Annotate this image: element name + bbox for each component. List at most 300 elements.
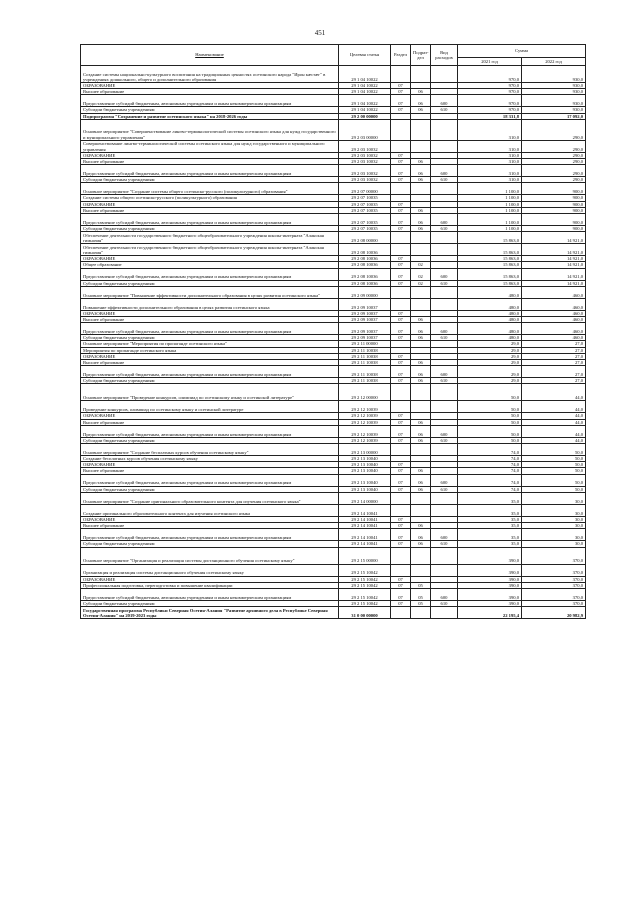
cell-razdel: 07 xyxy=(391,310,411,316)
table-body xyxy=(81,66,586,619)
cell-razdel: 07 xyxy=(391,317,411,323)
cell-podrazdel xyxy=(411,384,431,401)
cell-vid: 610 xyxy=(431,107,458,113)
cell-sum-2021: 310,0 xyxy=(458,140,522,152)
cell-vid xyxy=(431,444,458,456)
cell-sum-2022: 930,0 xyxy=(522,83,586,89)
cell-vid: 610 xyxy=(431,600,458,606)
table-row xyxy=(81,504,586,516)
cell-code: 29 2 14 10041 xyxy=(339,504,391,516)
cell-name: Государственная программа Республики Северная Осетия-Алания "Развитие архивного дела в Республике Северная Осетия-Алания" на 2019-2023 годы xyxy=(81,607,339,619)
cell-vid: 610 xyxy=(431,177,458,183)
cell-sum-2022: 290,0 xyxy=(522,140,586,152)
cell-code: 29 2 11 10038 xyxy=(339,366,391,378)
cell-podrazdel: 02 xyxy=(411,268,431,280)
cell-vid xyxy=(431,66,458,83)
cell-sum-2021: 29,0 xyxy=(458,360,522,366)
cell-name: Основное мероприятие "Повышение эффективности дополнительного образования в целях развития осетинского языка" xyxy=(81,286,339,298)
cell-name: Обеспечение деятельности государственного бюджетного общеобразовательного учреждения школы-интерната "Аланская гимназия" xyxy=(81,244,339,256)
cell-sum-2021: 15 863,0 xyxy=(458,268,522,280)
cell-name: Проведение конкурсов, олимпиад по осетинскому языку и осетинской литературе xyxy=(81,401,339,413)
cell-sum-2021: 35,0 xyxy=(458,492,522,504)
cell-sum-2022: 44,0 xyxy=(522,419,586,425)
cell-vid xyxy=(431,183,458,195)
cell-sum-2021: 390,0 xyxy=(458,588,522,600)
table-row xyxy=(81,529,586,541)
cell-sum-2021: 480,0 xyxy=(458,298,522,310)
cell-razdel: 07 xyxy=(391,378,411,384)
cell-razdel: 07 xyxy=(391,413,411,419)
cell-podrazdel: 02 xyxy=(411,262,431,268)
cell-sum-2022: 460,0 xyxy=(522,310,586,316)
cell-podrazdel: 06 xyxy=(411,425,431,437)
cell-podrazdel xyxy=(411,66,431,83)
cell-sum-2021: 50,0 xyxy=(458,413,522,419)
cell-razdel: 07 xyxy=(391,268,411,280)
budget-table-sheet xyxy=(80,44,585,619)
cell-razdel xyxy=(391,492,411,504)
cell-code: 31 0 00 00000 xyxy=(339,607,391,619)
cell-name: Субсидии бюджетным учреждениям xyxy=(81,600,339,606)
cell-vid xyxy=(431,298,458,310)
cell-razdel xyxy=(391,298,411,310)
cell-sum-2021: 970,0 xyxy=(458,83,522,89)
cell-sum-2021: 1 100,0 xyxy=(458,226,522,232)
cell-vid xyxy=(431,140,458,152)
cell-razdel xyxy=(391,504,411,516)
cell-code: 29 2 09 10037 xyxy=(339,310,391,316)
cell-vid: 600 xyxy=(431,165,458,177)
cell-sum-2021: 74,0 xyxy=(458,462,522,468)
cell-name: Высшее образование xyxy=(81,360,339,366)
cell-razdel: 07 xyxy=(391,214,411,226)
cell-podrazdel: 06 xyxy=(411,159,431,165)
cell-code: 29 2 03 10032 xyxy=(339,140,391,152)
table-row xyxy=(81,268,586,280)
cell-sum-2021: 310,0 xyxy=(458,177,522,183)
cell-vid xyxy=(431,119,458,140)
cell-name: Общее образование xyxy=(81,262,339,268)
cell-name: Основное мероприятие "Организация и реализация системы дистанционного обучения осетинскому языку" xyxy=(81,547,339,564)
cell-sum-2022: 17 092,0 xyxy=(522,113,586,119)
cell-sum-2021: 18 331,8 xyxy=(458,113,522,119)
cell-code: 29 2 15 10042 xyxy=(339,582,391,588)
cell-podrazdel: 06 xyxy=(411,529,431,541)
cell-sum-2022: 900,0 xyxy=(522,195,586,201)
cell-vid xyxy=(431,547,458,564)
cell-name: Субсидии бюджетным учреждениям xyxy=(81,486,339,492)
cell-sum-2021: 50,0 xyxy=(458,437,522,443)
cell-name: Подпрограмма "Сохранение и развитие осетинского языка" на 2018-2026 годы xyxy=(81,113,339,119)
cell-razdel: 07 xyxy=(391,323,411,335)
header-podrazdel: Подраз-дел xyxy=(411,45,431,66)
cell-razdel xyxy=(391,444,411,456)
cell-vid: 610 xyxy=(431,541,458,547)
cell-vid xyxy=(431,564,458,576)
cell-podrazdel: 06 xyxy=(411,360,431,366)
cell-sum-2021: 74,0 xyxy=(458,474,522,486)
cell-sum-2021: 310,0 xyxy=(458,152,522,158)
cell-name: Высшее образование xyxy=(81,89,339,95)
cell-code: 29 2 15 10042 xyxy=(339,576,391,582)
cell-vid: 610 xyxy=(431,280,458,286)
cell-sum-2021: 480,0 xyxy=(458,323,522,335)
cell-code: 29 2 15 00000 xyxy=(339,547,391,564)
cell-razdel xyxy=(391,66,411,83)
cell-razdel: 07 xyxy=(391,576,411,582)
cell-name: ОБРАЗОВАНИЕ xyxy=(81,201,339,207)
cell-sum-2022: 30,0 xyxy=(522,523,586,529)
cell-sum-2022: 44,0 xyxy=(522,384,586,401)
cell-sum-2021: 35,0 xyxy=(458,529,522,541)
cell-podrazdel: 02 xyxy=(411,280,431,286)
cell-razdel: 07 xyxy=(391,360,411,366)
cell-sum-2022: 460,0 xyxy=(522,298,586,310)
cell-name: Субсидии бюджетным учреждениям xyxy=(81,541,339,547)
cell-sum-2022: 900,0 xyxy=(522,214,586,226)
cell-razdel: 07 xyxy=(391,201,411,207)
cell-sum-2021: 390,0 xyxy=(458,600,522,606)
cell-name: Совершенствование лингво-терминологической системы осетинского языка для нужд государственного и муниципального управления xyxy=(81,140,339,152)
cell-sum-2022: 44,0 xyxy=(522,401,586,413)
table-row xyxy=(81,66,586,83)
cell-sum-2022: 14 921,0 xyxy=(522,268,586,280)
cell-sum-2021: 74,0 xyxy=(458,468,522,474)
cell-sum-2022: 370,0 xyxy=(522,588,586,600)
table-row xyxy=(81,492,586,504)
cell-sum-2021: 29,0 xyxy=(458,353,522,359)
cell-sum-2022: 44,0 xyxy=(522,425,586,437)
cell-sum-2021: 970,0 xyxy=(458,66,522,83)
cell-podrazdel: 06 xyxy=(411,323,431,335)
cell-razdel: 07 xyxy=(391,600,411,606)
cell-vid: 600 xyxy=(431,425,458,437)
cell-name: Создание системы общего осетинско-русского (поликультурного) образования xyxy=(81,195,339,201)
cell-name: Высшее образование xyxy=(81,419,339,425)
cell-vid: 600 xyxy=(431,214,458,226)
cell-razdel: 07 xyxy=(391,468,411,474)
cell-vid xyxy=(431,232,458,244)
cell-code: 29 2 08 10036 xyxy=(339,244,391,256)
cell-sum-2022: 460,0 xyxy=(522,323,586,335)
cell-razdel: 07 xyxy=(391,523,411,529)
cell-podrazdel: 05 xyxy=(411,588,431,600)
cell-podrazdel: 06 xyxy=(411,207,431,213)
cell-vid xyxy=(431,286,458,298)
cell-sum-2022: 50,0 xyxy=(522,468,586,474)
budget-table xyxy=(80,44,586,619)
cell-sum-2022: 460,0 xyxy=(522,317,586,323)
cell-razdel: 07 xyxy=(391,437,411,443)
header-code: Целевая статья xyxy=(339,45,391,66)
cell-code: 29 2 15 10042 xyxy=(339,564,391,576)
cell-sum-2021: 74,0 xyxy=(458,456,522,462)
cell-name: Основное мероприятие "Создание системы общего осетинско-русского (поликультурного) образования" xyxy=(81,183,339,195)
cell-razdel: 07 xyxy=(391,541,411,547)
header-razdel: Раздел xyxy=(391,45,411,66)
cell-sum-2021: 15 863,0 xyxy=(458,244,522,256)
cell-sum-2021: 1 100,0 xyxy=(458,195,522,201)
table-row xyxy=(81,323,586,335)
cell-name: Основное мероприятие "Создание бесплатных курсов обучения осетинскому языку" xyxy=(81,444,339,456)
cell-code: 29 2 07 00000 xyxy=(339,183,391,195)
cell-podrazdel: 06 xyxy=(411,468,431,474)
cell-code: 29 2 13 10040 xyxy=(339,462,391,468)
cell-podrazdel: 06 xyxy=(411,95,431,107)
table-row xyxy=(81,119,586,140)
cell-sum-2022: 290,0 xyxy=(522,159,586,165)
cell-name: ОБРАЗОВАНИЕ xyxy=(81,310,339,316)
cell-name: Субсидии бюджетным учреждениям xyxy=(81,335,339,341)
cell-razdel: 07 xyxy=(391,529,411,541)
cell-name: Предоставление субсидий бюджетным, автономным учреждениям и иным некоммерческим организациям xyxy=(81,95,339,107)
cell-sum-2021: 29,0 xyxy=(458,341,522,347)
cell-sum-2021: 1 100,0 xyxy=(458,207,522,213)
table-row xyxy=(81,95,586,107)
cell-code: 29 2 08 10036 xyxy=(339,268,391,280)
cell-podrazdel: 06 xyxy=(411,317,431,323)
cell-razdel xyxy=(391,119,411,140)
cell-sum-2022: 50,0 xyxy=(522,456,586,462)
cell-code: 29 2 11 00000 xyxy=(339,341,391,347)
cell-podrazdel: 06 xyxy=(411,437,431,443)
cell-sum-2022: 14 921,0 xyxy=(522,280,586,286)
cell-name: Предоставление субсидий бюджетным, автономным учреждениям и иным некоммерческим организациям xyxy=(81,366,339,378)
cell-razdel xyxy=(391,607,411,619)
cell-name: Высшее образование xyxy=(81,159,339,165)
cell-code: 29 2 07 10035 xyxy=(339,207,391,213)
cell-sum-2022: 50,0 xyxy=(522,474,586,486)
cell-sum-2022: 900,0 xyxy=(522,207,586,213)
cell-podrazdel: 06 xyxy=(411,366,431,378)
cell-razdel: 07 xyxy=(391,95,411,107)
cell-razdel: 07 xyxy=(391,226,411,232)
cell-razdel xyxy=(391,140,411,152)
cell-vid: 600 xyxy=(431,323,458,335)
cell-name: ОБРАЗОВАНИЕ xyxy=(81,576,339,582)
cell-razdel: 07 xyxy=(391,262,411,268)
table-row xyxy=(81,183,586,195)
cell-sum-2021: 15 863,0 xyxy=(458,280,522,286)
cell-code: 29 2 09 10037 xyxy=(339,317,391,323)
cell-sum-2022: 27,0 xyxy=(522,341,586,347)
cell-sum-2021: 74,0 xyxy=(458,444,522,456)
header-summa: Сумма xyxy=(458,45,586,58)
cell-sum-2022: 900,0 xyxy=(522,183,586,195)
cell-code: 29 2 12 10039 xyxy=(339,401,391,413)
cell-name: Основное мероприятие "Создание оригинального образовательного контента для изучения осетинского языка" xyxy=(81,492,339,504)
cell-sum-2022: 370,0 xyxy=(522,547,586,564)
cell-vid: 610 xyxy=(431,437,458,443)
cell-name: ОБРАЗОВАНИЕ xyxy=(81,516,339,522)
cell-podrazdel xyxy=(411,401,431,413)
cell-sum-2021: 390,0 xyxy=(458,547,522,564)
cell-sum-2021: 29,0 xyxy=(458,347,522,353)
cell-razdel xyxy=(391,286,411,298)
cell-sum-2022: 460,0 xyxy=(522,286,586,298)
table-row xyxy=(81,366,586,378)
cell-sum-2022: 290,0 xyxy=(522,177,586,183)
cell-vid: 610 xyxy=(431,335,458,341)
cell-sum-2021: 970,0 xyxy=(458,107,522,113)
cell-razdel: 07 xyxy=(391,588,411,600)
cell-sum-2021: 480,0 xyxy=(458,317,522,323)
cell-podrazdel: 06 xyxy=(411,165,431,177)
cell-vid xyxy=(431,401,458,413)
cell-razdel: 07 xyxy=(391,582,411,588)
cell-sum-2021: 310,0 xyxy=(458,165,522,177)
cell-sum-2022: 50,0 xyxy=(522,444,586,456)
cell-vid: 600 xyxy=(431,474,458,486)
cell-podrazdel xyxy=(411,547,431,564)
cell-code: 29 2 09 10037 xyxy=(339,335,391,341)
cell-podrazdel: 06 xyxy=(411,335,431,341)
cell-code: 29 2 09 00000 xyxy=(339,286,391,298)
table-row xyxy=(81,214,586,226)
cell-sum-2021: 390,0 xyxy=(458,564,522,576)
cell-sum-2022: 370,0 xyxy=(522,600,586,606)
cell-sum-2021: 480,0 xyxy=(458,286,522,298)
header-year-2021: 2021 год xyxy=(458,58,522,66)
cell-code: 29 2 14 10041 xyxy=(339,541,391,547)
cell-sum-2022: 44,0 xyxy=(522,413,586,419)
cell-sum-2021: 22 195,4 xyxy=(458,607,522,619)
cell-code: 29 2 03 00000 xyxy=(339,119,391,140)
cell-sum-2021: 29,0 xyxy=(458,366,522,378)
table-row xyxy=(81,588,586,600)
cell-code: 29 1 04 10022 xyxy=(339,89,391,95)
cell-sum-2022: 930,0 xyxy=(522,107,586,113)
cell-razdel: 07 xyxy=(391,486,411,492)
cell-name: Высшее образование xyxy=(81,468,339,474)
table-row xyxy=(81,244,586,256)
cell-razdel: 07 xyxy=(391,516,411,522)
cell-sum-2022: 20 982,9 xyxy=(522,607,586,619)
cell-vid: 610 xyxy=(431,378,458,384)
cell-vid: 610 xyxy=(431,486,458,492)
cell-name: Основное мероприятие "Мероприятия по пропаганде осетинского языка" xyxy=(81,341,339,347)
cell-name: Основное мероприятие "Проведение конкурсов, олимпиад по осетинскому языку и осетинской литературе" xyxy=(81,384,339,401)
cell-podrazdel: 06 xyxy=(411,107,431,113)
table-row xyxy=(81,474,586,486)
cell-code: 29 2 13 10040 xyxy=(339,474,391,486)
cell-sum-2022: 900,0 xyxy=(522,226,586,232)
cell-podrazdel xyxy=(411,564,431,576)
cell-name: Предоставление субсидий бюджетным, автономным учреждениям и иным некоммерческим организациям xyxy=(81,165,339,177)
cell-code: 29 1 04 10022 xyxy=(339,107,391,113)
cell-razdel: 07 xyxy=(391,107,411,113)
cell-sum-2022: 930,0 xyxy=(522,95,586,107)
cell-sum-2022: 930,0 xyxy=(522,89,586,95)
table-row xyxy=(81,444,586,456)
cell-code: 29 2 11 10038 xyxy=(339,378,391,384)
cell-sum-2021: 50,0 xyxy=(458,419,522,425)
cell-sum-2022: 290,0 xyxy=(522,119,586,140)
cell-vid xyxy=(431,504,458,516)
cell-sum-2022: 30,0 xyxy=(522,516,586,522)
cell-name: Создание системы национально-культурного воспитания на традиционных ценностях осетинского народа "Ирон кæстæг" в учреждениях дошкольного, общего и дополнительного образования xyxy=(81,66,339,83)
table-row xyxy=(81,140,586,152)
cell-code: 29 2 09 10037 xyxy=(339,298,391,310)
cell-sum-2021: 15 863,0 xyxy=(458,262,522,268)
cell-vid xyxy=(431,492,458,504)
cell-sum-2022: 50,0 xyxy=(522,462,586,468)
cell-sum-2022: 290,0 xyxy=(522,152,586,158)
cell-name: Высшее образование xyxy=(81,317,339,323)
cell-sum-2022: 370,0 xyxy=(522,576,586,582)
table-row xyxy=(81,547,586,564)
cell-podrazdel xyxy=(411,232,431,244)
cell-sum-2022: 30,0 xyxy=(522,541,586,547)
cell-code: 29 2 11 10038 xyxy=(339,347,391,353)
cell-name: Предоставление субсидий бюджетным, автономным учреждениям и иным некоммерческим организациям xyxy=(81,425,339,437)
cell-name: Субсидии бюджетным учреждениям xyxy=(81,107,339,113)
cell-razdel: 07 xyxy=(391,165,411,177)
cell-podrazdel xyxy=(411,183,431,195)
cell-razdel: 07 xyxy=(391,207,411,213)
cell-podrazdel: 06 xyxy=(411,486,431,492)
header-vid: Вид расходов xyxy=(431,45,458,66)
cell-code: 29 2 12 10039 xyxy=(339,419,391,425)
cell-name: Предоставление субсидий бюджетным, автономным учреждениям и иным некоммерческим организациям xyxy=(81,214,339,226)
table-row xyxy=(81,564,586,576)
cell-razdel xyxy=(391,384,411,401)
cell-code: 29 1 04 10022 xyxy=(339,83,391,89)
cell-sum-2022: 460,0 xyxy=(522,335,586,341)
cell-sum-2021: 35,0 xyxy=(458,541,522,547)
cell-podrazdel: 06 xyxy=(411,89,431,95)
table-row xyxy=(81,286,586,298)
cell-sum-2021: 50,0 xyxy=(458,384,522,401)
cell-name: Предоставление субсидий бюджетным, автономным учреждениям и иным некоммерческим организациям xyxy=(81,529,339,541)
cell-razdel xyxy=(391,183,411,195)
cell-sum-2021: 390,0 xyxy=(458,582,522,588)
cell-sum-2022: 27,0 xyxy=(522,378,586,384)
cell-name: Предоставление субсидий бюджетным, автономным учреждениям и иным некоммерческим организациям xyxy=(81,268,339,280)
cell-razdel: 07 xyxy=(391,419,411,425)
cell-name: Высшее образование xyxy=(81,523,339,529)
cell-code: 29 2 12 10039 xyxy=(339,413,391,419)
cell-razdel xyxy=(391,401,411,413)
cell-sum-2022: 290,0 xyxy=(522,165,586,177)
cell-name: Мероприятия по пропаганде осетинского языка xyxy=(81,347,339,353)
cell-code: 29 2 09 10037 xyxy=(339,323,391,335)
cell-code: 29 2 13 10040 xyxy=(339,468,391,474)
cell-name: ОБРАЗОВАНИЕ xyxy=(81,256,339,262)
cell-code: 29 2 07 10035 xyxy=(339,226,391,232)
cell-vid xyxy=(431,244,458,256)
cell-podrazdel: 06 xyxy=(411,226,431,232)
cell-razdel: 07 xyxy=(391,89,411,95)
cell-sum-2021: 29,0 xyxy=(458,378,522,384)
cell-podrazdel: 06 xyxy=(411,474,431,486)
cell-razdel: 07 xyxy=(391,256,411,262)
cell-podrazdel xyxy=(411,444,431,456)
cell-name: ОБРАЗОВАНИЕ xyxy=(81,462,339,468)
cell-code: 29 2 11 10038 xyxy=(339,353,391,359)
cell-podrazdel xyxy=(411,244,431,256)
cell-code: 29 2 00 00000 xyxy=(339,113,391,119)
header-year-2022: 2022 год xyxy=(522,58,586,66)
cell-sum-2021: 310,0 xyxy=(458,159,522,165)
cell-code: 29 2 13 10040 xyxy=(339,486,391,492)
cell-vid: 610 xyxy=(431,226,458,232)
cell-code: 29 2 14 10041 xyxy=(339,523,391,529)
cell-razdel xyxy=(391,547,411,564)
cell-name: Предоставление субсидий бюджетным, автономным учреждениям и иным некоммерческим организациям xyxy=(81,474,339,486)
cell-code: 29 2 08 10036 xyxy=(339,280,391,286)
cell-razdel: 07 xyxy=(391,177,411,183)
